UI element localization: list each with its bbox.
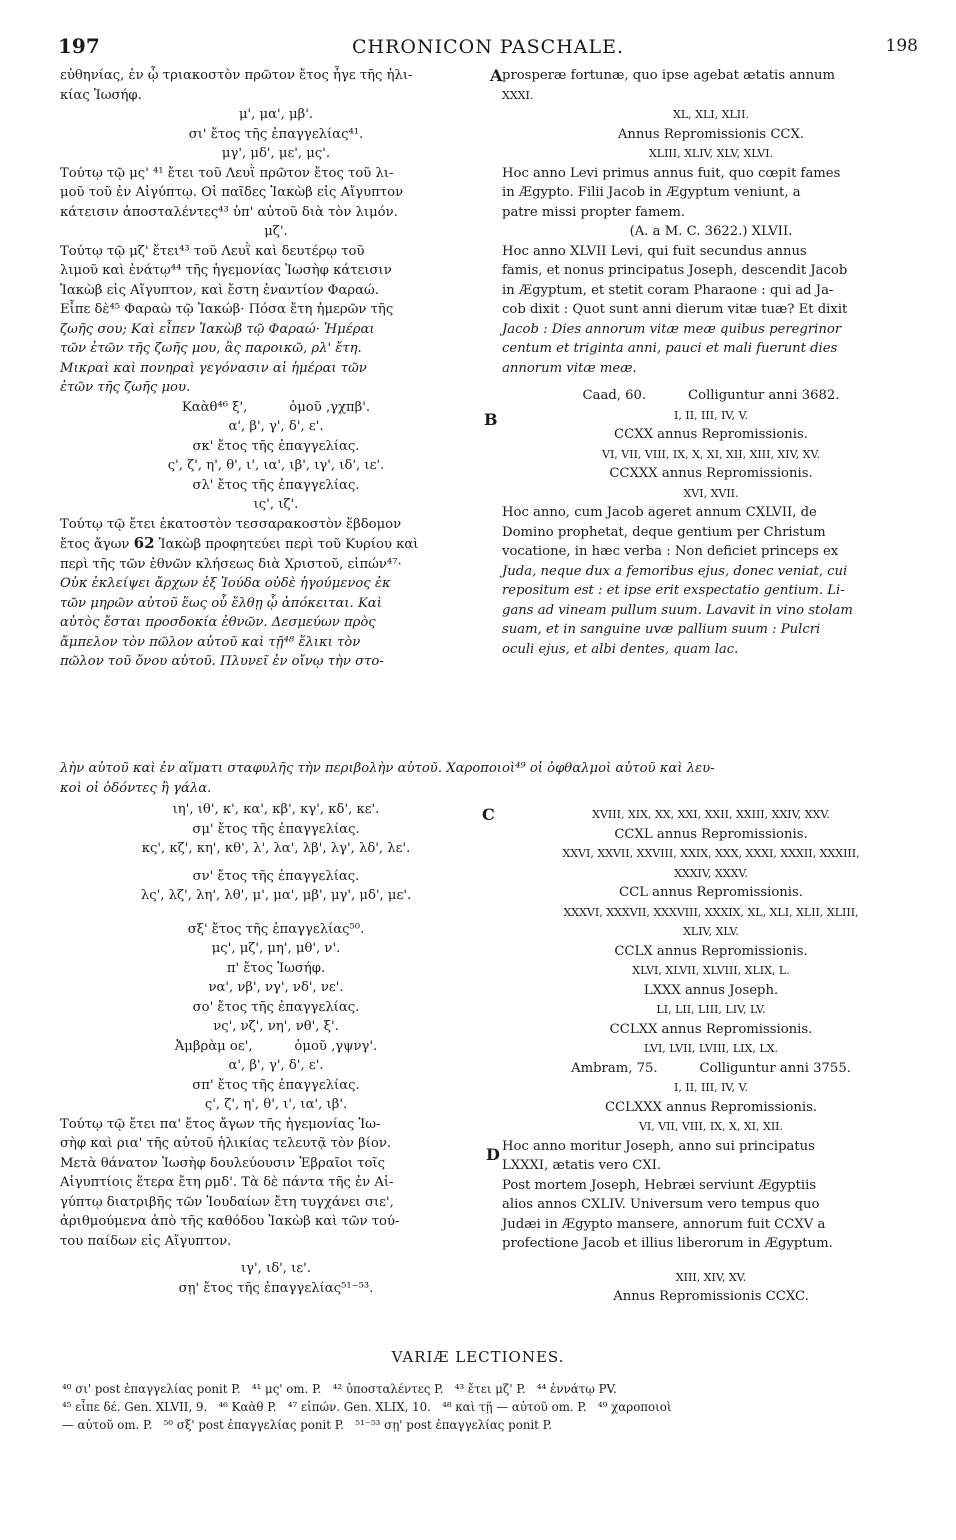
margin-page-number: 62 [133,534,155,552]
greek-year-line: π' ἔτος Ἰωσήφ. [226,960,326,976]
latin-line: famis, et nonus principatus Joseph, descendit Jacob [502,263,848,278]
latin-numerals: VI, VII, VIII, IX, X, XI, XII. [638,1120,784,1133]
greek-line: Εἶπε δὲ⁴⁵ Φαραὼ τῷ Ἰακώβ· Πόσα ἔτη ἡμερῶν τῆς [60,302,394,317]
section-marker-b: B [484,410,498,429]
greek-line: τῶν μηρῶν αὐτοῦ ἕως οὗ ἔλθῃ ᾧ ἀπόκειται. Καὶ [60,595,382,611]
greek-line: ἀριθμούμενα ἀπὸ τῆς καθόδου Ἰακὼβ καὶ τῶν τού- [60,1214,400,1229]
latin-numerals: LVI, LVII, LVIII, LIX, LX. [644,1042,778,1055]
section-marker-d: D [486,1145,500,1164]
variae-lectiones-title: VARIÆ LECTIONES. [391,1348,565,1366]
latin-numerals: LI, LII, LIII, LIV, LV. [656,1003,766,1016]
greek-line: πῶλον τοῦ ὄνου αὐτοῦ. Πλυνεῖ ἐν οἴνῳ τὴν στο- [60,654,384,669]
latin-year-line: CCXL annus Repromissionis. [614,826,808,842]
greek-line: Μετὰ θάνατον Ἰωσὴφ δουλεύουσιν Ἑβραῖοι τοῖς [60,1155,385,1171]
greek-line: Τούτῳ τῷ ἔτει ἑκατοστὸν τεσσαρακοστὸν ἕβδομον [60,516,402,532]
greek-line: λιμοῦ καὶ ἐνάτῳ⁴⁴ τῆς ἡγεμονίας Ἰωσὴφ κάτεισιν [60,263,392,278]
latin-line: Jacob : Dies annorum vitæ meæ quibus peregrinor [502,321,842,337]
latin-line: oculi ejus, et albi dentes, quam lac. [502,641,739,657]
greek-numerals: ις', ιζ'. [253,497,299,512]
greek-numerals: μζ'. [264,224,288,239]
greek-column [60,66,492,672]
greek-line: Οὐκ ἐκλείψει ἄρχων ἐξ Ἰούδα οὐδὲ ἡγούμενος ἐκ [60,576,391,591]
greek-line: Τούτῳ τῷ μς' ⁴¹ ἔτει τοῦ Λευῒ πρῶτον ἔτος τοῦ λι- [60,165,394,181]
latin-numerals: XXXVI, XXXVII, XXXVIII, XXXIX, XL, XLI, XLII, XLIII, [563,905,859,919]
footnotes [62,1380,922,1434]
latin-line: prosperæ fortunæ, quo ipse agebat ætatis annum [502,68,836,83]
greek-year-line: σλ' ἔτος τῆς ἐπαγγελίας. [192,477,360,493]
latin-numerals: XVI, XVII. [683,486,739,500]
latin-line: Juda, neque dux a femoribus ejus, donec veniat, cui [502,563,848,579]
latin-line: in Ægyptum, et stetit coram Pharaone : qui ad Ja- [502,282,834,298]
greek-line: σὴφ καὶ ρια' τῆς αὐτοῦ ἡλικίας τελευτᾷ τὸν βίον. [60,1136,392,1151]
latin-year-line: CCLXX annus Repromissionis. [609,1021,813,1037]
latin-column [502,66,920,659]
greek-line: Ἰακὼβ εἰς Αἴγυπτον, καὶ ἔστη ἐναντίον Φαραώ. [60,282,379,298]
latin-line: alios annos CXLIV. Universum vero tempus quo [502,1197,820,1212]
greek-year-line: σμ' ἔτος τῆς ἐπαγγελίας. [192,821,360,837]
latin-line: Judæi in Ægypto mansere, annorum fuit CCXV a [502,1216,826,1232]
greek-line: κίας Ἰωσήφ. [60,87,142,103]
latin-numerals: XLVI, XLVII, XLVIII, XLIX, L. [632,964,790,977]
greek-year-line: σπ' ἔτος τῆς ἐπαγγελίας. [192,1077,360,1093]
latin-line: Hoc anno moritur Joseph, anno sui principatus [502,1138,815,1154]
greek-numerals: μ', μα', μβ'. [238,107,314,122]
greek-numerals: κς', κζ', κη', κθ', λ', λα', λβ', λγ', λδ', λε'. [141,841,411,856]
greek-numerals: ς', ζ', η', θ', ι', ια', ιβ', ιγ', ιδ', ιε'. [167,458,385,473]
greek-numerals: μς', μζ', μη', μθ', ν'. [211,941,341,956]
latin-numerals: XXVI, XXVII, XXVIII, XXIX, XXX, XXXI, XXXII, XXXIII, [562,847,860,860]
footnote-line: ⁴⁰ σι' post ἐπαγγελίας ponit P. ⁴¹ μς' om. P. ⁴² ὑποσταλέντες P. ⁴³ ἔτει μζ' P. ⁴⁴ ἐννάτῳ PV. [62,1382,617,1396]
latin-generation-line: Caad, 60. Colliguntur anni 3682. [582,388,840,403]
greek-year-line: σκ' ἔτος τῆς ἐπαγγελίας. [192,438,360,454]
latin-year-line: CCXXX annus Repromissionis. [609,466,813,481]
page-header [58,34,918,58]
full-width-line: λὴν αὐτοῦ καὶ ἐν αἵματι σταφυλῆς τὴν περιβολὴν αὐτοῦ. Χαροποιοὶ⁴⁹ οἱ ὀφθαλμοὶ αὐτοῦ καὶ λευ- κοὶ οἱ ὀδόντες ἢ γάλα. [60,761,715,796]
greek-numerals: να', νβ', νγ', νδ', νε'. [208,980,344,995]
greek-year-line: σῃ' ἔτος τῆς ἐπαγγελίας⁵¹⁻⁵³. [178,1280,374,1296]
greek-numerals: α', β', γ', δ', ε'. [228,419,324,434]
latin-year-line: CCLX annus Repromissionis. [614,943,808,959]
greek-numerals: λς', λζ', λη', λθ', μ', μα', μβ', μγ', μδ', με'. [140,888,412,903]
latin-numerals: I, II, III, IV, V. [674,1081,748,1094]
latin-line: suam, et in sanguine uvæ pallium suum : Pulcri [502,622,821,637]
footnote-line: ⁴⁵ εἶπε δέ. Gen. XLVII, 9. ⁴⁶ Καὰθ P. ⁴⁷ εἰπών. Gen. XLIX, 10. ⁴⁸ καὶ τῇ — αὐτοῦ om. P. ⁴⁹ χαροποιοὶ [62,1400,672,1414]
section-marker-a: A [490,66,503,85]
greek-line: Τούτῳ τῷ ἔτει πα' ἔτος ἄγων τῆς ἡγεμονίας Ἰω- [60,1116,381,1132]
right-page-mark: 198 [885,36,918,56]
latin-year-line: Annus Repromissionis CCX. [617,126,805,142]
latin-line: profectione Jacob et illius liberorum in Ægyptum. [502,1236,833,1251]
greek-line: Τούτῳ τῷ μζ' ἔτει⁴³ τοῦ Λευῒ καὶ δευτέρῳ τοῦ [60,243,365,259]
latin-line: Post mortem Joseph, Hebræi serviunt Ægyptiis [502,1177,817,1193]
latin-numerals: XLIV, XLV. [683,925,739,938]
latin-numerals: XVIII, XIX, XX, XXI, XXII, XXIII, XXIV, XXV. [592,808,830,821]
greek-line: του παίδων εἰς Αἴγυπτον. [60,1233,232,1249]
latin-numerals: VI, VII, VIII, IX, X, XI, XII, XIII, XIV, XV. [602,447,820,461]
latin-line: XXXI. [502,88,534,102]
latin-line: Domino prophetat, deque gentium per Christum [502,524,826,540]
greek-line: Αἰγυπτίοις ἕτερα ἔτη ρμδ'. Τὰ δὲ πάντα τῆς ἐν Αἰ- [60,1175,394,1190]
latin-line: cob dixit : Quot sunt anni dierum vitæ tuæ? Et dixit [502,302,848,317]
latin-line: Hoc anno, cum Jacob ageret annum CXLVII, de [502,505,817,520]
greek-line: αὐτὸς ἔσται προσδοκία ἐθνῶν. Δεσμεύων πρὸς [60,615,376,630]
greek-line: ἄμπελον τὸν πῶλον αὐτοῦ καὶ τῇ⁴⁸ ἕλικι τὸν [60,634,361,650]
greek-numerals: μγ', μδ', με', μς'. [221,146,331,161]
greek-year-line: σξ' ἔτος τῆς ἐπαγγελίας⁵⁰. [187,921,365,937]
latin-numerals: I, II, III, IV, V. [674,408,748,422]
greek-numerals: ιγ', ιδ', ιε'. [240,1261,311,1276]
footnote-line: — αὐτοῦ om. P. ⁵⁰ σξ' post ἐπαγγελίας ponit P. ⁵¹⁻⁵³ σῃ' post ἐπαγγελίας ponit P. [62,1418,552,1432]
latin-date-line: (A. a M. C. 3622.) XLVII. [629,224,793,239]
latin-line: annorum vitæ meæ. [502,360,637,376]
latin-numerals: XL, XLI, XLII. [673,108,749,121]
latin-year-line: CCLXXX annus Repromissionis. [604,1099,818,1115]
latin-line: repositum est : et ipse erit exspectatio gentium. Li- [502,583,845,598]
greek-year-line: σο' ἔτος τῆς ἐπαγγελίας. [192,999,360,1015]
greek-column-lower [60,800,492,1298]
greek-line: τῶν ἐτῶν τῆς ζωῆς μου, ἃς παροικῶ, ρλ' ἔτη. [60,341,362,356]
page-number: 197 [58,34,100,58]
latin-line: LXXXI, ætatis vero CXI. [502,1158,662,1173]
latin-column-lower [502,805,920,1307]
greek-line: περὶ τῆς τῶν ἐθνῶν κλήσεως διὰ Χριστοῦ, εἰπών⁴⁷· [60,556,402,572]
latin-line: in Ægypto. Filii Jacob in Ægyptum veniunt, a [502,185,801,200]
section-marker-c: C [482,805,495,824]
greek-numerals: α', β', γ', δ', ε'. [228,1058,324,1073]
latin-numerals: XIII, XIV, XV. [675,1270,747,1284]
latin-line: vocatione, in hæc verba : Non deficiet princeps ex [502,544,839,559]
greek-numerals: ιη', ιθ', κ', κα', κβ', κγ', κδ', κε'. [172,802,380,817]
greek-line: ἔτος ἄγων 62 Ἰακὼβ προφητεύει περὶ τοῦ Κυρίου καὶ [60,534,419,552]
greek-line: Μικραὶ καὶ πονηραὶ γεγόνασιν αἱ ἡμέραι τῶν [60,360,367,376]
latin-line: centum et triginta anni, pauci et mali fuerunt dies [502,341,838,356]
greek-line: κάτεισιν ἀποσταλέντες⁴³ ὑπ' αὐτοῦ διὰ τὸν λιμόν. [60,204,398,220]
greek-line: εὐθηνίας, ἐν ᾧ τριακοστὸν πρῶτον ἔτος ἦγε τῆς ἡλι- [60,68,413,83]
latin-year-line: CCXX annus Repromissionis. [614,427,808,442]
latin-year-line: LXXX annus Joseph. [643,982,779,998]
greek-numerals: νς', νζ', νη', νθ', ξ'. [213,1019,339,1034]
latin-numerals: XXXIV, XXXV. [674,866,748,880]
greek-year-line: σι' ἔτος τῆς ἐπαγγελίας⁴¹. [188,126,364,142]
latin-year-line: CCL annus Repromissionis. [619,885,803,900]
greek-line: μοῦ τοῦ ἐν Αἰγύπτῳ. Οἱ παῖδες Ἰακὼβ εἰς Αἴγυπτον [60,185,404,200]
latin-line: patre missi propter famem. [502,204,686,220]
latin-line: Hoc anno Levi primus annus fuit, quo cœpit fames [502,165,841,181]
greek-numerals: ς', ζ', η', θ', ι', ια', ιβ'. [204,1097,348,1112]
latin-numerals: XLIII, XLIV, XLV, XLVI. [648,147,774,160]
greek-year-line: σν' ἔτος τῆς ἐπαγγελίας. [192,868,360,884]
greek-line: ζωῆς σου; Καὶ εἶπεν Ἰακὼβ τῷ Φαραώ· Ἡμέραι [60,321,375,337]
latin-line: Hoc anno XLVII Levi, qui fuit secundus annus [502,243,807,259]
greek-generation-line: Ἀμβρὰμ οε', ὁμοῦ ‚γψνγ'. [174,1038,378,1054]
latin-year-line: Annus Repromissionis CCXC. [613,1289,809,1304]
greek-line: γύπτῳ διατριβῆς τῶν Ἰουδαίων ἔτη τυγχάνει σιε', [60,1194,394,1210]
greek-line: ἐτῶν τῆς ζωῆς μου. [60,380,191,395]
running-title: CHRONICON PASCHALE. [351,36,625,58]
latin-line: gans ad vineam pullum suum. Lavavit in vino stolam [502,602,853,618]
latin-generation-line: Ambram, 75. Colliguntur anni 3755. [571,1060,851,1076]
greek-generation-line: Καὰθ⁴⁶ ξ', ὁμοῦ ‚γχπβ'. [181,399,371,415]
